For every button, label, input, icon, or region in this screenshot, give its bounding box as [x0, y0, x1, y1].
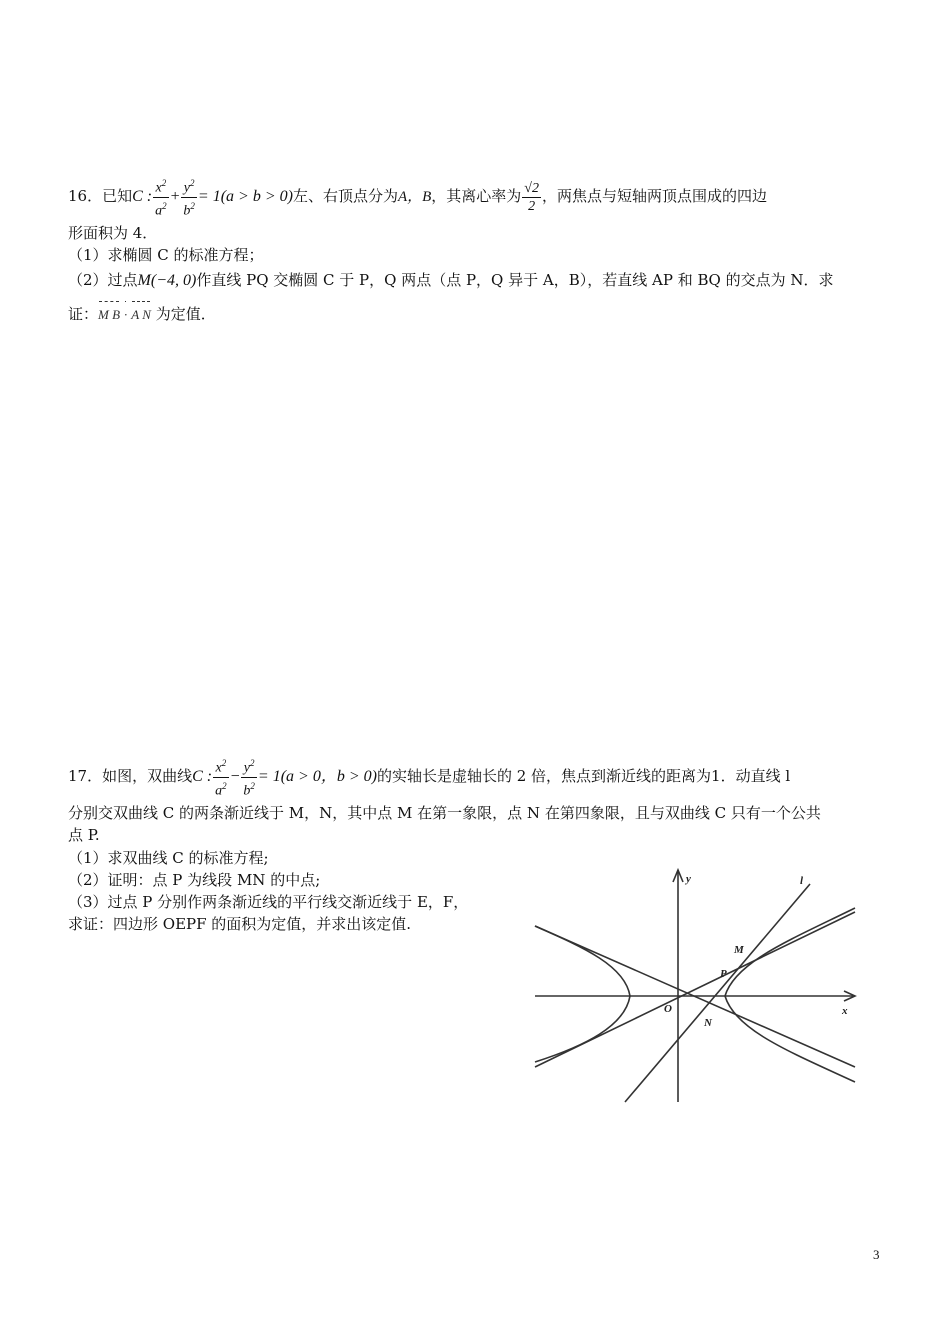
q16-vertices: A，B: [397, 189, 432, 205]
q16-area-text: ，两焦点与短轴两顶点围成的四边: [541, 187, 767, 205]
q16-part2-text: 作直线 PQ 交椭圆 C 于 P，Q 两点（点 P，Q 异于 A，B），若直线 AP 和 BQ 的交点为 N．求: [196, 271, 834, 289]
q17-line1: [68, 754, 790, 799]
line-l: [625, 884, 810, 1102]
hyperbola-figure: [530, 862, 865, 1107]
label-x: x: [842, 1005, 848, 1017]
q17-part3b: 求证：四边形 OEPF 的面积为定值，并求出该定值.: [68, 915, 412, 933]
hyperbola-right-branch: [725, 908, 855, 1082]
point-M: M(−4, 0): [137, 272, 197, 289]
q16-line2: 形面积为 4．: [68, 224, 158, 242]
q16-part1: （1）求椭圆 C 的标准方程；: [68, 246, 264, 264]
label-N: N: [704, 1017, 712, 1029]
q16-part2: [68, 269, 833, 292]
q16-number-text: 16．已知: [68, 187, 133, 205]
q16-eccentricity-text: ，其离心率为: [431, 187, 522, 205]
q16-line1: [68, 174, 767, 219]
q17-line1-text: 的实轴长是虚轴长的 2 倍，焦点到渐近线的距离为1．动直线 l: [376, 767, 791, 785]
label-y: y: [686, 873, 691, 885]
q17-part2: （2）证明：点 P 为线段 MN 的中点;: [68, 871, 321, 889]
hyperbola-equation: C : $\frac{x^2}{a^2}$ − $\frac{y^2}{b^2}$ = 1(a > 0，b > 0): [192, 768, 377, 785]
label-l: l: [800, 875, 804, 887]
q16-part2-prefix: （2）过点: [68, 271, 138, 289]
q17-line3: 点 P.: [68, 826, 100, 844]
q17-line2: 分别交双曲线 C 的两条渐近线于 M，N，其中点 M 在第一象限，点 N 在第四象限，且与双曲线 C 只有一个公共: [68, 804, 821, 822]
vector-AN: A N: [131, 304, 151, 326]
q16-line5: 证：M B · A N 为定值．: [68, 303, 216, 326]
q16-vertex-text: 左、右顶点分为: [292, 187, 398, 205]
label-M: M: [734, 944, 744, 956]
page-number: 3: [873, 1247, 880, 1262]
vector-MB: M B: [98, 304, 120, 326]
ellipse-equation: C : $\frac{x^2}{a^2}$ + $\frac{y^2}{b^2}$ = 1(a > b > 0): [132, 188, 293, 205]
label-P: P: [720, 968, 727, 980]
q17-part1: （1）求双曲线 C 的标准方程;: [68, 849, 269, 867]
eccentricity-value: $\frac{√2}{2}$: [524, 180, 539, 214]
q16-prove-suffix: 为定值．: [155, 305, 216, 323]
q17-number-text: 17．如图，双曲线: [68, 767, 193, 785]
q17-part3: （3）过点 P 分别作两条渐近线的平行线交渐近线于 E，F，: [68, 893, 469, 911]
q16-prove-prefix: 证：: [68, 305, 99, 323]
label-O: O: [664, 1003, 672, 1015]
